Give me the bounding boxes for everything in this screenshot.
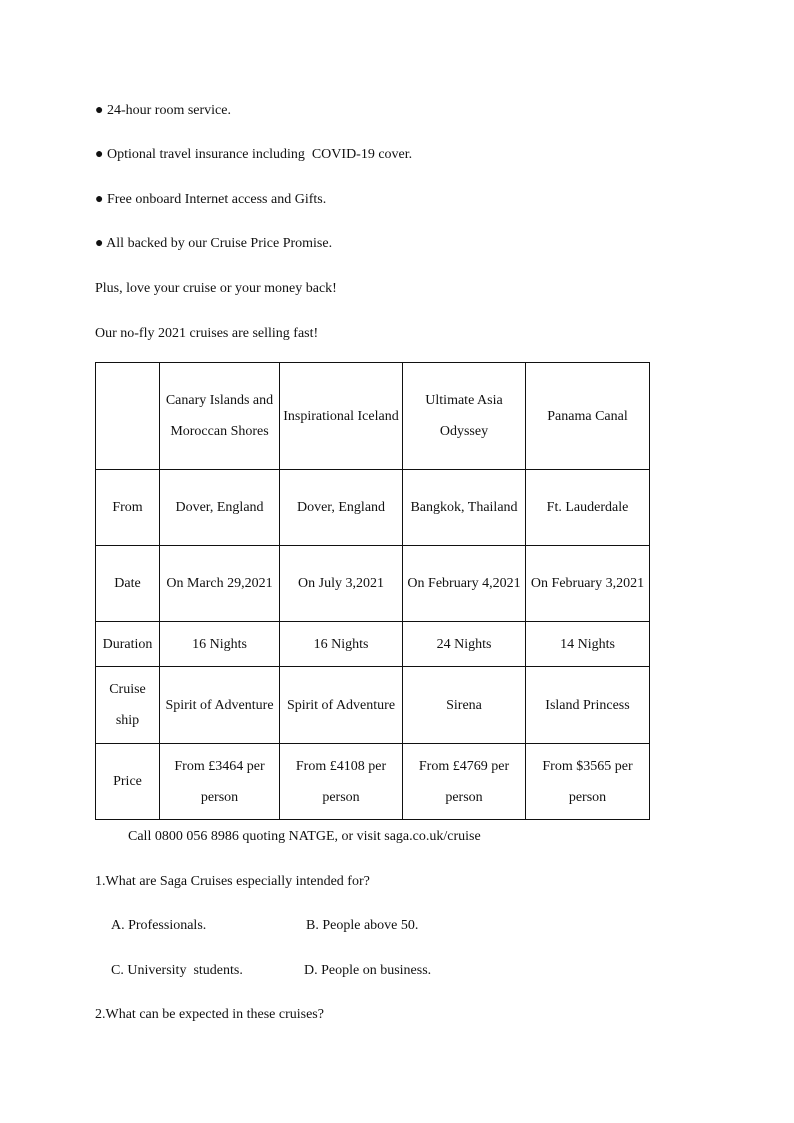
- table-cell: On March 29,2021: [160, 546, 280, 622]
- corner-cell: [96, 363, 160, 470]
- table-cell: 16 Nights: [280, 622, 403, 667]
- table-cell: Dover, England: [280, 470, 403, 546]
- table-cell: On February 4,2021: [403, 546, 526, 622]
- row-label: Duration: [96, 622, 160, 667]
- table-cell: 24 Nights: [403, 622, 526, 667]
- bullet-internet-gifts: ● Free onboard Internet access and Gifts.: [95, 192, 327, 207]
- question-1: 1.What are Saga Cruises especially intended for?: [95, 874, 370, 889]
- option-d: D. People on business.: [304, 963, 432, 978]
- table-row: [96, 622, 650, 667]
- table-row: [96, 546, 650, 622]
- option-c: C. University students.: [111, 963, 243, 978]
- row-label: Date: [96, 546, 160, 622]
- table-cell: Sirena: [403, 667, 526, 744]
- question-2: 2.What can be expected in these cruises?: [95, 1007, 324, 1022]
- bullet-travel-insurance: ● Optional travel insurance including COVID-19 cover.: [95, 147, 413, 162]
- column-header: Inspirational Iceland: [280, 363, 403, 470]
- table-cell: From $3565 per person: [526, 744, 650, 820]
- table-row: [96, 744, 650, 820]
- row-label: Cruise ship: [96, 667, 160, 744]
- option-b: B. People above 50.: [306, 918, 419, 933]
- table-cell: On July 3,2021: [280, 546, 403, 622]
- table-cell: Dover, England: [160, 470, 280, 546]
- table-row: [96, 667, 650, 744]
- table-cell: From £3464 per person: [160, 744, 280, 820]
- table-cell: From £4108 per person: [280, 744, 403, 820]
- column-header: Panama Canal: [526, 363, 650, 470]
- table-cell: From £4769 per person: [403, 744, 526, 820]
- table-header-row: [96, 363, 650, 470]
- row-label: From: [96, 470, 160, 546]
- row-label: Price: [96, 744, 160, 820]
- money-back-line: Plus, love your cruise or your money back!: [95, 281, 337, 296]
- option-a: A. Professionals.: [111, 918, 207, 933]
- cruise-table: [95, 362, 650, 820]
- table-cell: 16 Nights: [160, 622, 280, 667]
- bullet-room-service: ● 24-hour room service.: [95, 103, 231, 118]
- table-cell: Spirit of Adventure: [160, 667, 280, 744]
- table-cell: On February 3,2021: [526, 546, 650, 622]
- column-header: Canary Islands and Moroccan Shores: [160, 363, 280, 470]
- table-cell: Spirit of Adventure: [280, 667, 403, 744]
- table-cell: 14 Nights: [526, 622, 650, 667]
- table-row: [96, 470, 650, 546]
- table-cell: Ft. Lauderdale: [526, 470, 650, 546]
- table-cell: Bangkok, Thailand: [403, 470, 526, 546]
- column-header: Ultimate Asia Odyssey: [403, 363, 526, 470]
- selling-fast-line: Our no-fly 2021 cruises are selling fast!: [95, 326, 319, 341]
- contact-line: Call 0800 056 8986 quoting NATGE, or visit saga.co.uk/cruise: [128, 829, 481, 844]
- table-cell: Island Princess: [526, 667, 650, 744]
- bullet-price-promise: ● All backed by our Cruise Price Promise.: [95, 236, 333, 251]
